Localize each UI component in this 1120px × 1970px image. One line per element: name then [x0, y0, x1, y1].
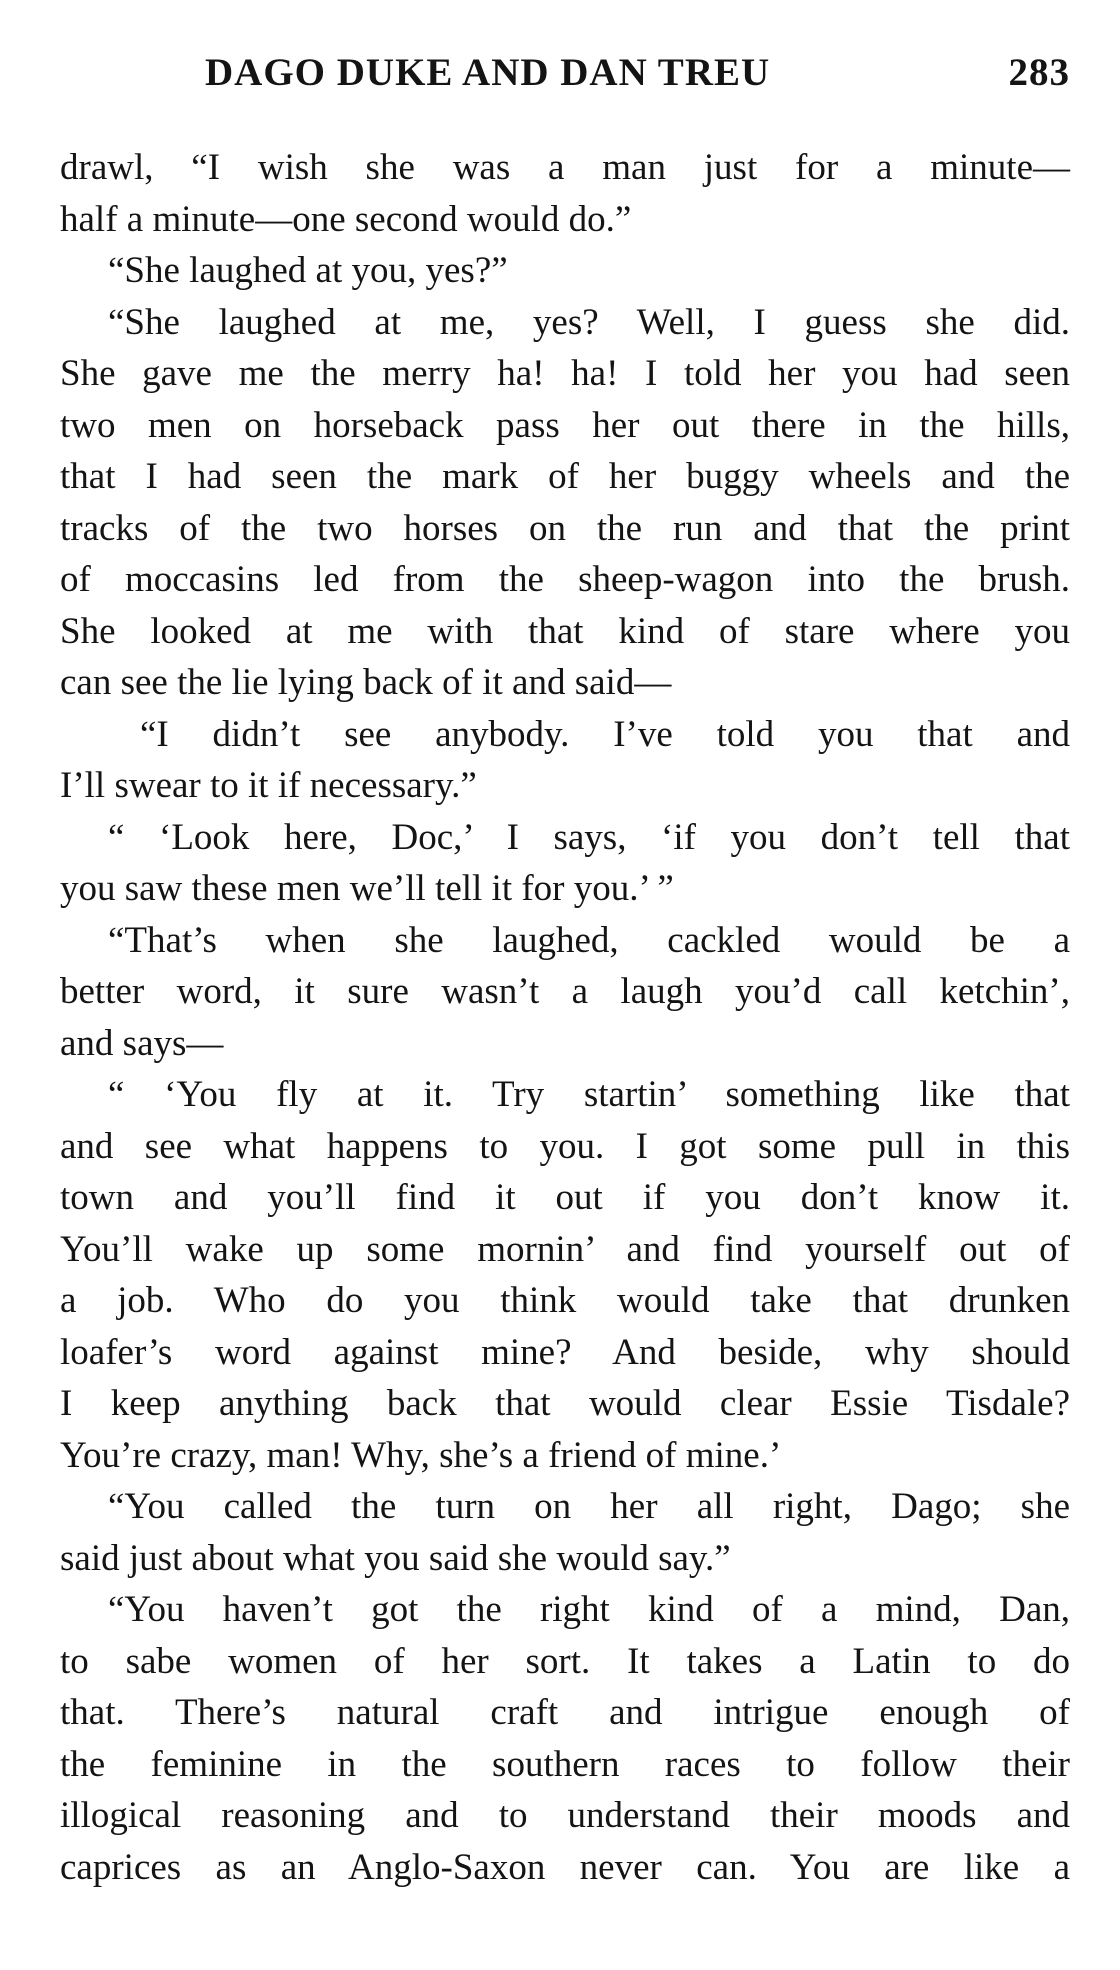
body-text [60, 142, 1070, 1893]
running-head [60, 50, 1070, 110]
text-line: tracks of the two horses on the run and that the print [60, 507, 1070, 549]
text-line: the feminine in the southern races to follow their [60, 1743, 1070, 1785]
running-title: DAGO DUKE AND DAN TREU [205, 51, 771, 94]
text-line: “She laughed at me, yes? Well, I guess she did. [108, 301, 1070, 343]
text-line: two men on horseback pass her out there in the hills, [60, 404, 1070, 446]
text-line: “You haven’t got the right kind of a mind, Dan, [108, 1589, 1070, 1630]
text-line: She looked at me with that kind of stare where you [60, 610, 1070, 652]
page-number: 283 [1008, 51, 1070, 94]
text-line: said just about what you said she would say.” [60, 1537, 731, 1579]
text-line: You’ll wake up some mornin’ and find yourself out of [60, 1228, 1070, 1270]
text-line: half a minute—one second would do.” [60, 198, 632, 240]
text-line: and see what happens to you. I got some pull in this [60, 1125, 1070, 1167]
text-line: You’re crazy, man! Why, she’s a friend of mine.’ [60, 1434, 782, 1476]
text-line: and says— [60, 1022, 224, 1064]
text-line: “ ‘Look here, Doc,’ I says, ‘if you don’t tell that [108, 816, 1070, 858]
text-line: better word, it sure wasn’t a laugh you’d call ketchin’, [60, 971, 1070, 1012]
text-line: to sabe women of her sort. It takes a Latin to do [60, 1640, 1070, 1682]
text-line: that. There’s natural craft and intrigue enough of [60, 1692, 1070, 1733]
text-line: illogical reasoning and to understand their moods and [60, 1795, 1070, 1836]
text-line: “I didn’t see anybody. I’ve told you that and [140, 713, 1070, 755]
text-line: drawl, “I wish she was a man just for a minute— [60, 147, 1070, 188]
text-line: can see the lie lying back of it and said— [60, 662, 672, 703]
text-line: “ ‘You fly at it. Try startin’ something like that [108, 1074, 1070, 1115]
text-line: that I had seen the mark of her buggy wheels and the [60, 456, 1070, 497]
text-line: caprices as an Anglo-Saxon never can. You are like a [60, 1846, 1070, 1888]
text-line: “She laughed at you, yes?” [108, 250, 508, 291]
text-line: town and you’ll find it out if you don’t know it. [60, 1177, 1070, 1218]
text-line: “That’s when she laughed, cackled would be a [108, 919, 1070, 961]
text-line: loafer’s word against mine? And beside, why should [60, 1331, 1070, 1373]
text-line: I’ll swear to it if necessary.” [60, 765, 477, 806]
text-line: She gave me the merry ha! ha! I told her you had seen [60, 353, 1070, 394]
text-line: you saw these men we’ll tell it for you.’ ” [60, 868, 674, 909]
text-line: a job. Who do you think would take that drunken [60, 1280, 1070, 1321]
text-line: of moccasins led from the sheep-wagon into the brush. [60, 559, 1070, 600]
text-line: I keep anything back that would clear Essie Tisdale? [60, 1383, 1070, 1424]
text-line: “You called the turn on her all right, Dago; she [108, 1486, 1070, 1527]
